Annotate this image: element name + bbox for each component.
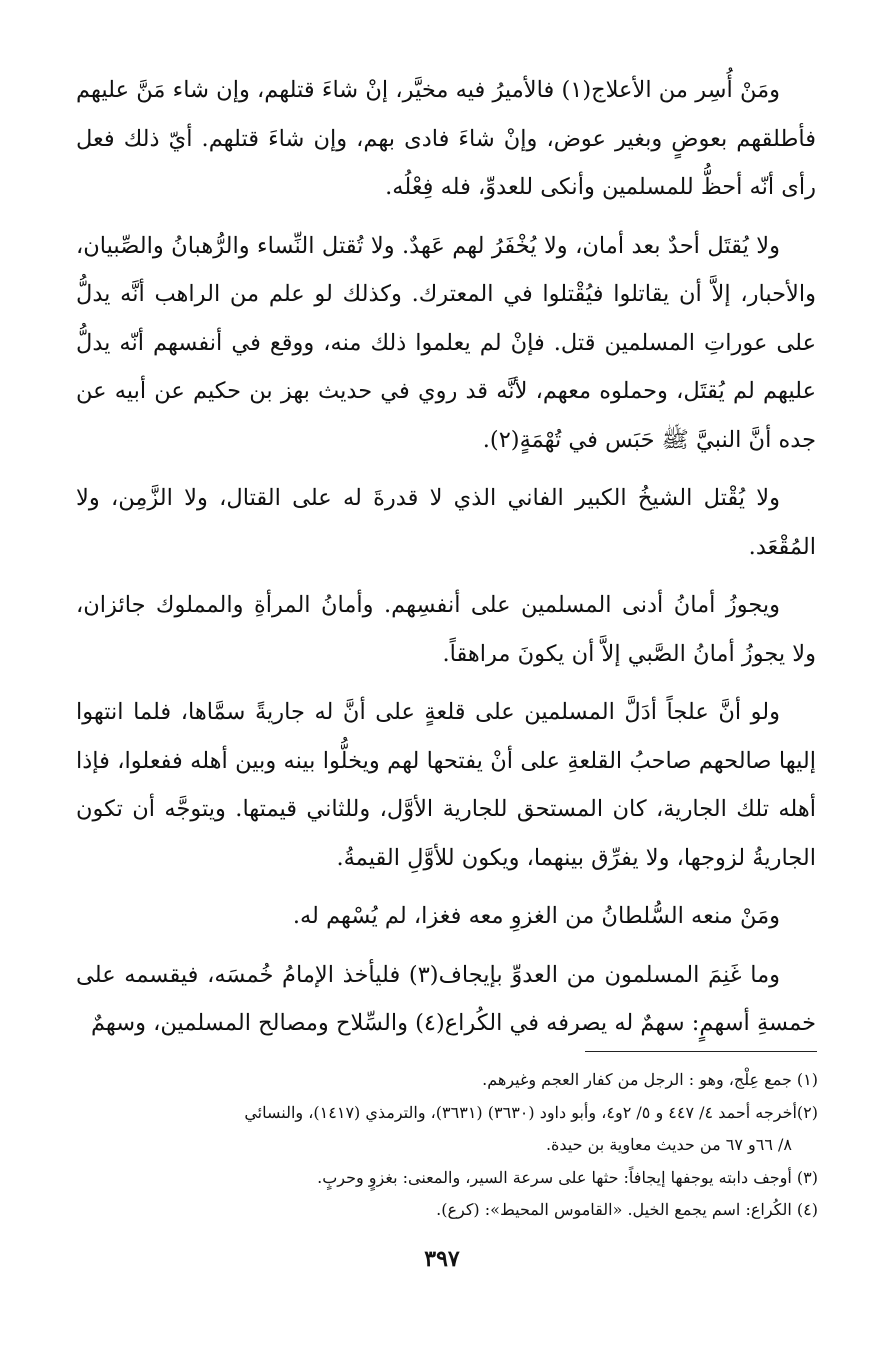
paragraph-fortress: ولو أنَّ علجاً أدَلَّ المسلمين على قلعةٍ على أنَّ له جاريةً سمَّاها، فلما انتهوا إليها صالحهم صاحبُ القلعةِ على أنْ يفتحها لهم ويخلُّوا بينه وبين أهله ففعلوا، فإذا أهله تلك الجارية، كان المستحق للجارية الأوَّل، وللثاني قيمتها. ويتوجَّه أن تكون الجاريةُ لزوجها، ولا يفرِّق بينهما، ويكون للأوَّلِ القيمةُ. (76, 699, 816, 871)
main-text (76, 66, 816, 1058)
paragraph-booty: وما غَنِمَ المسلمون من العدوِّ بإيجاف(٣) فليأخذ الإمامُ خُمسَه، فيقسمه على خمسةِ أسهمٍ: سهمٌ له يصرفه في الكُراع(٤) والسِّلاح ومصالح المسلمين، وسهمٌ (76, 961, 816, 1036)
footnote-2-continuation: ٨/ ٦٦و ٦٧ من حديث معاوية بن حيدة. (545, 1135, 792, 1154)
footnote-separator (585, 1051, 817, 1052)
paragraph-sultan: ومَنْ منعه السُّلطانُ من الغزوِ معه فغزا، لم يُسْهم له. (292, 903, 780, 929)
page-number: ٣٩٧ (424, 1246, 460, 1272)
footnote-3: (٣) أوجف دابته يوجفها إيجافاً: حثها على سرعة السير، والمعنى: بغزوٍ وحربٍ. (317, 1167, 818, 1187)
footnotes (76, 1064, 818, 1227)
footnote-2: (٢)أخرجه أحمد ٤/ ٤٤٧ و ٥/ ٢و٤، وأبو داود (٣٦٣٠) (٣٦٣١)، والترمذي (١٤١٧)، والنسائي (244, 1102, 818, 1122)
footnote-1: (١) جمع عِلْج، وهو : الرجل من كفار العجم وغيرهم. (482, 1070, 818, 1089)
paragraph-aman: ويجوزُ أمانُ أدنى المسلمين على أنفسِهم. وأمانُ المرأةِ والمملوك جائزان، ولا يجوزُ أمانُ الصَّبي إلاَّ أن يكونَ مراهقاً. (76, 592, 816, 667)
paragraph-safe-conduct: ولا يُقتَل أحدٌ بعد أمان، ولا يُخْفَرُ لهم عَهدٌ. ولا تُقتل النِّساء والرُّهبانُ والصِّبيان، والأحبار، إلاَّ أن يقاتلوا فيُقْتلوا في المعترك. وكذلك لو علم من الراهب أنَّه يدلُّ على عوراتِ المسلمين قتل. فإنْ لم يعلموا ذلك منه، ووقع في أنفسهم أنّه يدلُّ عليهم لم يُقتَل، وحملوه معهم، لأنَّه قد روي في حديث بهز بن حكيم عن أبيه عن جده أنَّ النبيَّ ﷺ حَبَس في تُهْمَةٍ(٢). (76, 232, 816, 453)
footnote-4: (٤) الكُراع: اسم يجمع الخيل. «القاموس المحيط»: (كرع). (436, 1200, 818, 1219)
paragraph-elderly: ولا يُقْتل الشيخُ الكبير الفاني الذي لا قدرةَ له على القتال، ولا الزَّمِن، ولا المُقْعَد. (76, 485, 816, 560)
paragraph-prisoners: ومَنْ أُسِر من الأعلاج(١) فالأميرُ فيه مخيَّر، إنْ شاءَ قتلهم، وإن شاء مَنَّ عليهم فأطلقهم بعوضٍ وبغير عوض، وإنْ شاءَ فادى بهم، وإن شاءَ قتلهم. أيّ ذلك فعل رأى أنّه أحظُّ للمسلمين وأنكى للعدوِّ، فله فِعْلُه. (76, 77, 816, 200)
